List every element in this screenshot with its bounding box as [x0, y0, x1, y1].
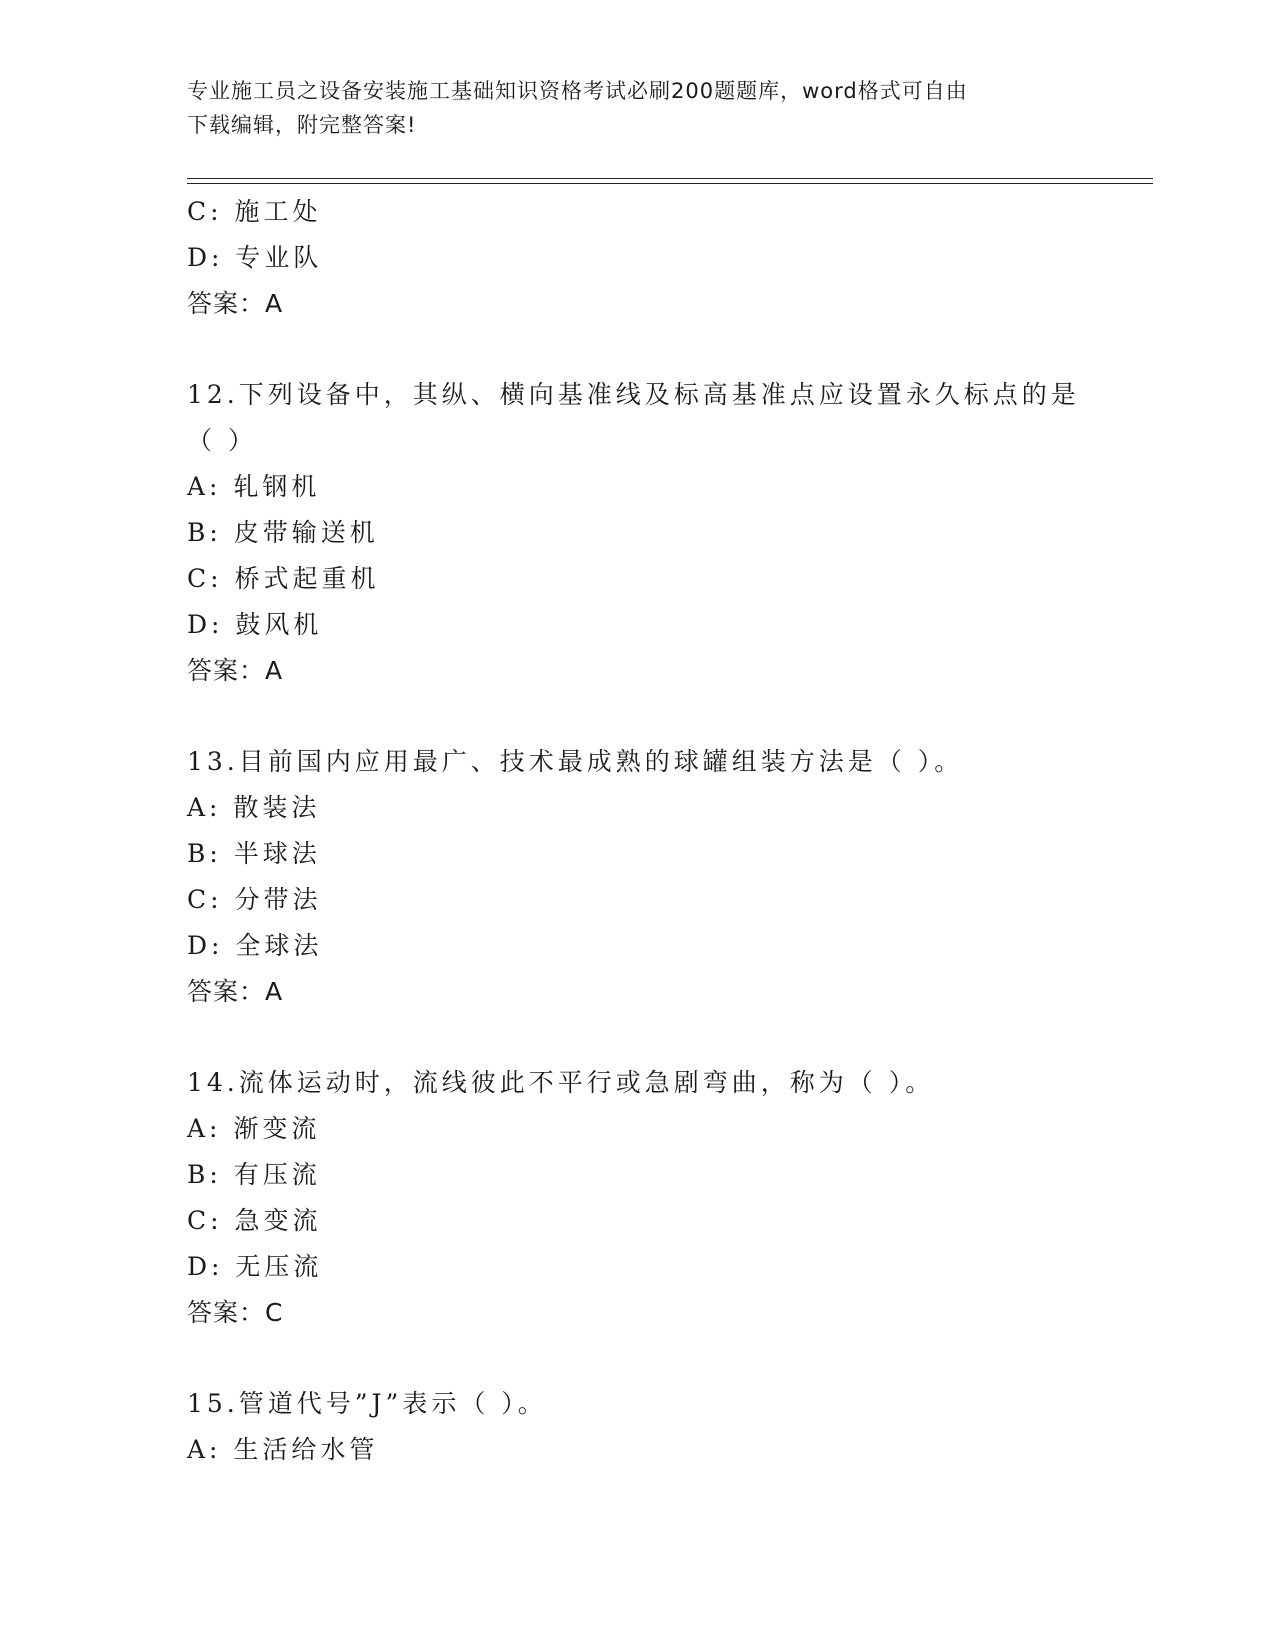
option-a: A: 轧钢机 — [187, 472, 321, 501]
question-stem: 12.下列设备中，其纵、横向基准线及标高基准点应设置永久标点的是 — [187, 380, 1080, 409]
question-15 — [187, 1381, 1153, 1473]
question-spacer — [187, 1336, 1153, 1381]
answer-line: 答案：A — [187, 289, 284, 318]
question-spacer — [187, 694, 1153, 739]
header-title-line-1: 专业施工员之设备安装施工基础知识资格考试必刷200题题库，word格式可自由 — [187, 79, 968, 103]
question-stem: 13.目前国内应用最广、技术最成熟的球罐组装方法是（ ）。 — [187, 747, 964, 776]
option-c: C: 分带法 — [187, 885, 322, 914]
option-c: C: 急变流 — [187, 1206, 322, 1235]
option-d: D: 全球法 — [187, 931, 323, 960]
document-header — [187, 74, 1067, 142]
question-11-continued — [187, 189, 1153, 327]
header-divider-top — [187, 178, 1153, 179]
question-stem: 15.管道代号”J”表示（ ）。 — [187, 1389, 547, 1418]
option-a: A: 生活给水管 — [187, 1435, 379, 1464]
answer-line: 答案：A — [187, 977, 284, 1006]
answer-line: 答案：C — [187, 1298, 284, 1327]
option-b: B: 有压流 — [187, 1160, 321, 1189]
option-b: B: 半球法 — [187, 839, 321, 868]
question-spacer — [187, 1015, 1153, 1060]
option-d: D: 无压流 — [187, 1252, 323, 1281]
question-stem: 14.流体运动时，流线彼此不平行或急剧弯曲，称为（ ）。 — [187, 1068, 935, 1097]
option-d: D: 专业队 — [187, 243, 323, 272]
option-c: C: 施工处 — [187, 197, 322, 226]
question-13 — [187, 739, 1153, 1015]
question-12 — [187, 372, 1153, 694]
question-14 — [187, 1060, 1153, 1336]
question-list — [187, 189, 1153, 1473]
header-divider-bottom — [187, 183, 1153, 184]
option-d: D: 鼓风机 — [187, 610, 323, 639]
option-a: A: 渐变流 — [187, 1114, 321, 1143]
option-b: B: 皮带输送机 — [187, 518, 379, 547]
option-c: C: 桥式起重机 — [187, 564, 380, 593]
question-spacer — [187, 327, 1153, 372]
question-stem-continuation: （ ） — [187, 426, 257, 455]
header-title-line-2: 下载编辑，附完整答案! — [187, 113, 417, 137]
answer-line: 答案：A — [187, 656, 284, 685]
option-a: A: 散装法 — [187, 793, 321, 822]
